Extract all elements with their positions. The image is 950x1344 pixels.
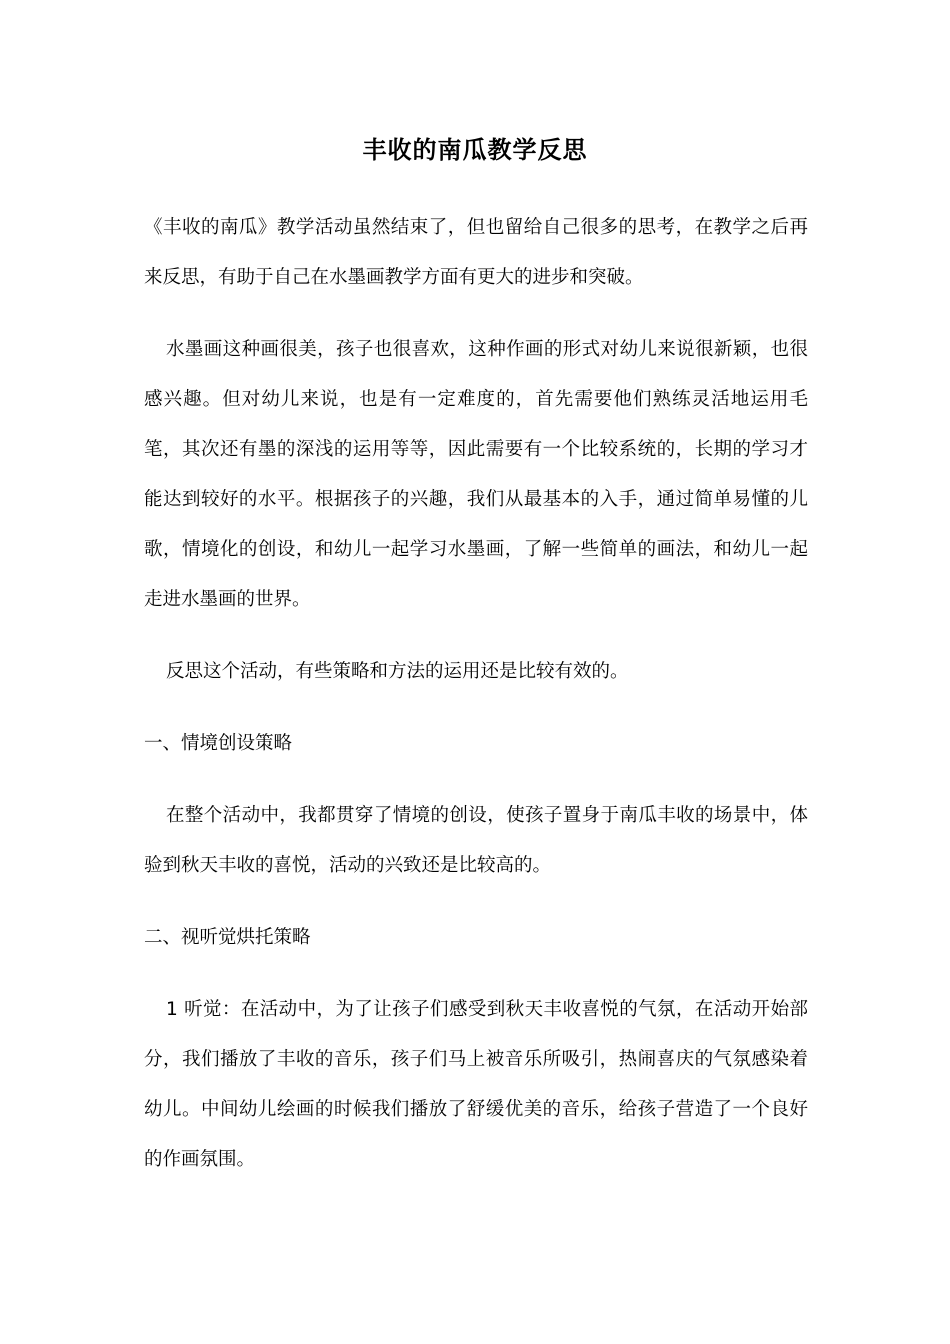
paragraph-section-1: 在整个活动中，我都贯穿了情境的创设，使孩子置身于南瓜丰收的场景中，体验到秋天丰收的喜悦，活动的兴致还是比较高的。 (144, 805, 808, 876)
document-body (144, 203, 808, 1207)
page-title: 丰收的南瓜教学反思 (362, 136, 588, 164)
paragraph-ink-painting: 水墨画这种画很美，孩子也很喜欢，这种作画的形式对幼儿来说很新颖，也很感兴趣。但对幼儿来说，也是有一定难度的，首先需要他们熟练灵活地运用毛笔，其次还有墨的深浅的运用等等，因此需要有一个比较系统的，长期的学习才能达到较好的水平。根据孩子的兴趣，我们从最基本的入手，通过简单易懂的儿歌，情境化的创设，和幼儿一起学习水墨画，了解一些简单的画法，和幼儿一起走进水墨画的世界。 (144, 339, 808, 610)
paragraph-section-2: 1 听觉：在活动中，为了让孩子们感受到秋天丰收喜悦的气氛，在活动开始部分，我们播放了丰收的音乐，孩子们马上被音乐所吸引，热闹喜庆的气氛感染着幼儿。中间幼儿绘画的时候我们播放了舒缓优美的音乐，给孩子营造了一个良好的作画氛围。 (144, 999, 808, 1170)
section-heading-2: 二、视听觉烘托策略 (144, 927, 311, 948)
paragraph-intro: 《丰收的南瓜》教学活动虽然结束了，但也留给自己很多的思考，在教学之后再来反思，有助于自己在水墨画教学方面有更大的进步和突破。 (144, 217, 808, 288)
section-heading-1: 一、情境创设策略 (144, 733, 293, 754)
paragraph-reflection: 反思这个活动，有些策略和方法的运用还是比较有效的。 (166, 661, 629, 682)
